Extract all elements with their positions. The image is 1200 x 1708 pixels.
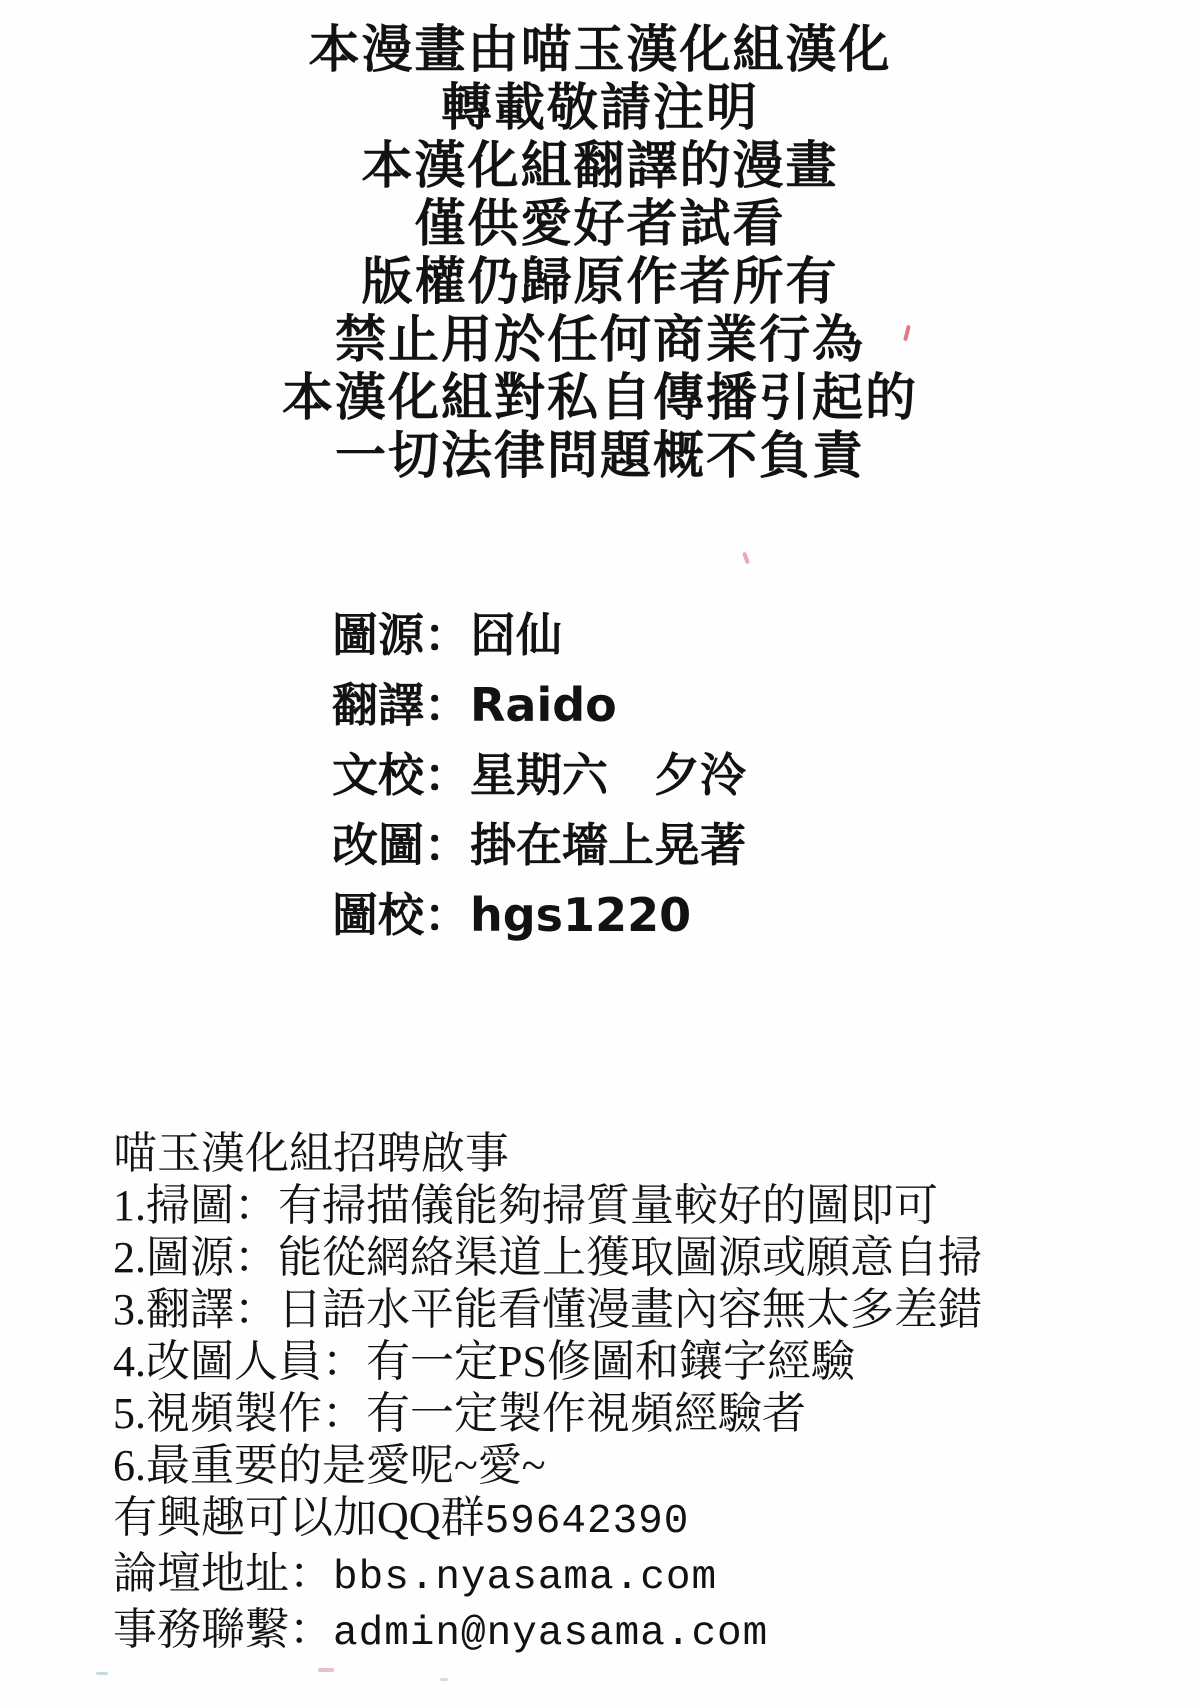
contact-line: [113, 1604, 982, 1660]
recruitment-item: 5.視頻製作：有一定製作視頻經驗者: [113, 1389, 806, 1438]
contact-label: 事務聯繫：: [113, 1605, 333, 1654]
forum-url: bbs.nyasama.com: [333, 1555, 718, 1601]
staff-credits-block: [332, 600, 746, 950]
contact-email: admin@nyasama.com: [333, 1611, 769, 1657]
recruitment-title: 喵玉漢化組招聘啟事: [113, 1129, 509, 1178]
disclaimer-block: [0, 22, 1200, 486]
disclaimer-line: 本漢化組翻譯的漫畫: [361, 139, 839, 195]
disclaimer-line: 本漢化組對私自傳播引起的: [281, 371, 918, 427]
disclaimer-line: 禁止用於任何商業行為: [334, 313, 865, 369]
recruitment-item: 6.最重要的是愛呢~愛~: [113, 1441, 546, 1490]
credit-line-proofread: 文校：星期六 夕泠: [332, 748, 746, 802]
recruitment-item: 2.圖源：能從網絡渠道上獲取圖源或願意自掃: [113, 1233, 982, 1282]
forum-label: 論壇地址：: [113, 1549, 333, 1598]
credit-line-qc: 圖校：hgs1220: [332, 888, 692, 942]
qq-group-number: 59642390: [484, 1499, 690, 1545]
disclaimer-line: 僅供愛好者試看: [414, 197, 786, 253]
scan-artifact: [742, 552, 750, 565]
credit-line-translator: 翻譯：Raido: [332, 678, 617, 732]
recruitment-item: 4.改圖人員：有一定PS修圖和鑲字經驗: [113, 1337, 855, 1386]
disclaimer-line: 本漫畫由喵玉漢化組漢化: [308, 23, 892, 79]
forum-line: [113, 1548, 982, 1604]
credit-line-cleaner: 改圖：掛在墻上晃著: [332, 818, 746, 872]
credit-line-source: 圖源：囧仙: [332, 608, 562, 662]
qq-group-label: 有興趣可以加QQ群: [113, 1493, 485, 1542]
recruitment-item: 3.翻譯：日語水平能看懂漫畫內容無太多差錯: [113, 1285, 982, 1334]
disclaimer-line: 一切法律問題概不負責: [334, 429, 865, 485]
recruitment-item: 1.掃圖：有掃描儀能夠掃質量較好的圖即可: [113, 1181, 938, 1230]
scan-artifact: [440, 1678, 448, 1681]
scan-artifact: [96, 1672, 108, 1675]
recruitment-block: [113, 1128, 982, 1660]
disclaimer-line: 轉載敬請注明: [440, 81, 759, 137]
qq-group-line: [113, 1492, 982, 1548]
scan-artifact: [318, 1668, 334, 1672]
disclaimer-line: 版權仍歸原作者所有: [361, 255, 839, 311]
